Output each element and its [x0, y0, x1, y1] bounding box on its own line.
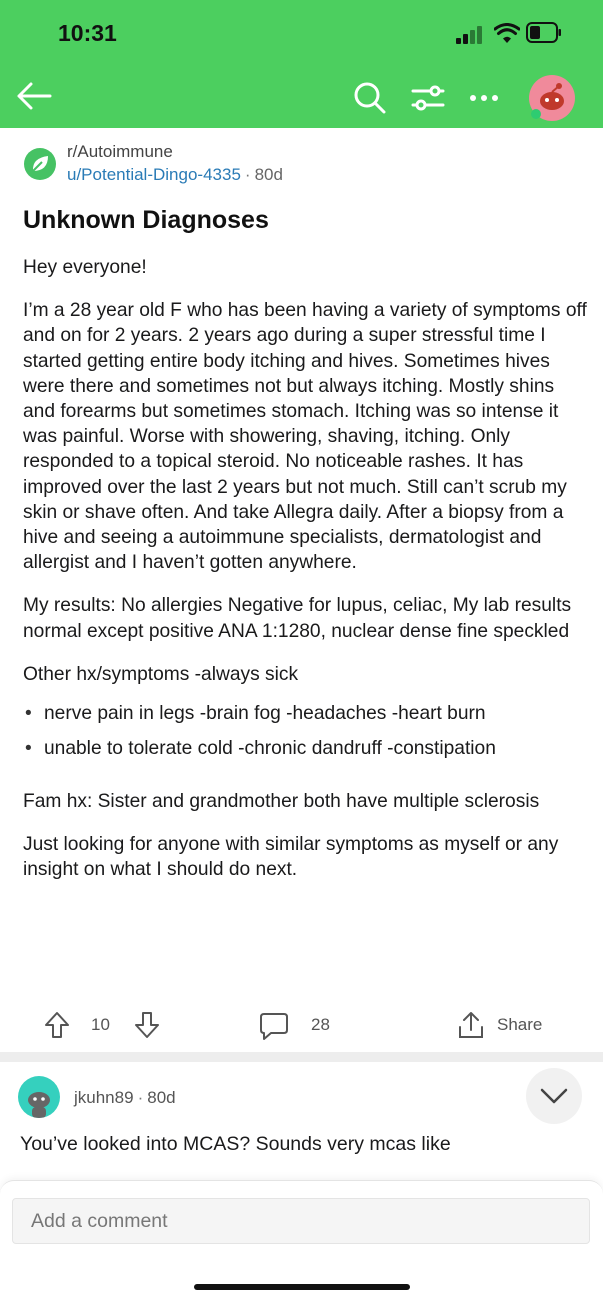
post-paragraph: Other hx/symptoms -always sick — [23, 663, 299, 685]
comment-count: 28 — [311, 1015, 330, 1034]
post-body — [23, 255, 588, 901]
app-header — [0, 0, 603, 128]
more-dots-icon — [469, 94, 499, 102]
comments-button[interactable] — [258, 1010, 290, 1042]
comment-avatar[interactable] — [18, 1076, 60, 1118]
arrow-left-icon — [16, 81, 52, 111]
post-paragraph: Just looking for anyone with similar symptoms as myself or any insight on what I should do next. — [23, 834, 559, 881]
status-time: 10:31 — [58, 20, 117, 46]
search-icon — [353, 81, 387, 115]
post-paragraph: Hey everyone! — [23, 257, 147, 278]
post-author[interactable]: u/Potential-Dingo-4335 — [67, 165, 241, 184]
comment-age: 80d — [147, 1088, 176, 1107]
comment-bubble-icon — [259, 1011, 289, 1041]
upvote-arrow-icon — [44, 1011, 70, 1039]
meta-separator: · — [137, 1088, 144, 1107]
user-avatar[interactable] — [528, 74, 576, 122]
section-divider — [0, 1052, 603, 1062]
wifi-icon — [494, 23, 520, 45]
leaf-icon — [29, 153, 51, 175]
post-paragraph: My results: No allergies Negative for lupus, celiac, My lab results normal except positive ANA 1:1280, nuclear dense fine speckled — [23, 595, 572, 642]
meta-separator: · — [244, 165, 251, 184]
downvote-arrow-icon — [134, 1011, 160, 1039]
battery-icon — [526, 22, 562, 43]
vote-count: 10 — [91, 1015, 110, 1034]
comment-input[interactable] — [12, 1198, 590, 1244]
list-item: • unable to tolerate cold -chronic dandruff -constipation — [23, 736, 588, 761]
subreddit-icon[interactable] — [24, 148, 56, 180]
search-button[interactable] — [352, 80, 388, 116]
collapse-comment-button[interactable] — [526, 1068, 582, 1124]
home-indicator[interactable] — [194, 1284, 410, 1290]
downvote-button[interactable] — [132, 1010, 162, 1040]
sort-filter-icon — [411, 83, 445, 113]
cellular-signal-icon — [456, 26, 486, 44]
sort-filter-button[interactable] — [410, 82, 446, 114]
post-paragraph: I’m a 28 year old F who has been having a variety of symptoms off and on for 2 years. 2 years ago during a super stressful time I started getting entire body itching and hives. Sometimes hives were there and sometimes not but always itching. Mostly shins and forearms but sometimes stomach. Itching was so intense it was painful. Worse with showering, shaving, itching. Only responded to a topical steroid. No noticeable rashes. It has improved over the last 2 years but not much. Still can’t scrub my skin or shave often. And take Allegra daily. After a biopsy from a hive and seeing a autoimmune specialists, dermatologist and allergist and I haven’t gotten anywhere. — [23, 300, 587, 574]
post-meta — [67, 165, 283, 185]
snoo-avatar-icon — [18, 1076, 60, 1118]
chevron-down-icon — [540, 1088, 568, 1104]
back-button[interactable] — [14, 78, 54, 114]
post-action-bar — [0, 1006, 603, 1046]
post-paragraph: Fam hx: Sister and grandmother both have multiple sclerosis — [23, 791, 540, 813]
upvote-button[interactable] — [42, 1010, 72, 1040]
symptom-list — [23, 701, 588, 761]
snoo-avatar-icon — [528, 74, 576, 122]
post-age: 80d — [254, 165, 283, 184]
comment-body: You’ve looked into MCAS? Sounds very mcas like — [20, 1133, 451, 1155]
comment-author[interactable]: jkuhn89 — [74, 1088, 134, 1107]
share-button[interactable] — [455, 1009, 487, 1041]
share-label[interactable]: Share — [497, 1015, 543, 1034]
more-options-button[interactable] — [466, 86, 502, 110]
post-title: Unknown Diagnoses — [23, 206, 269, 234]
comment-meta — [74, 1088, 176, 1108]
subreddit-name[interactable]: r/Autoimmune — [67, 142, 173, 161]
share-icon — [457, 1010, 485, 1040]
list-item: • nerve pain in legs -brain fog -headaches -heart burn — [23, 701, 588, 726]
